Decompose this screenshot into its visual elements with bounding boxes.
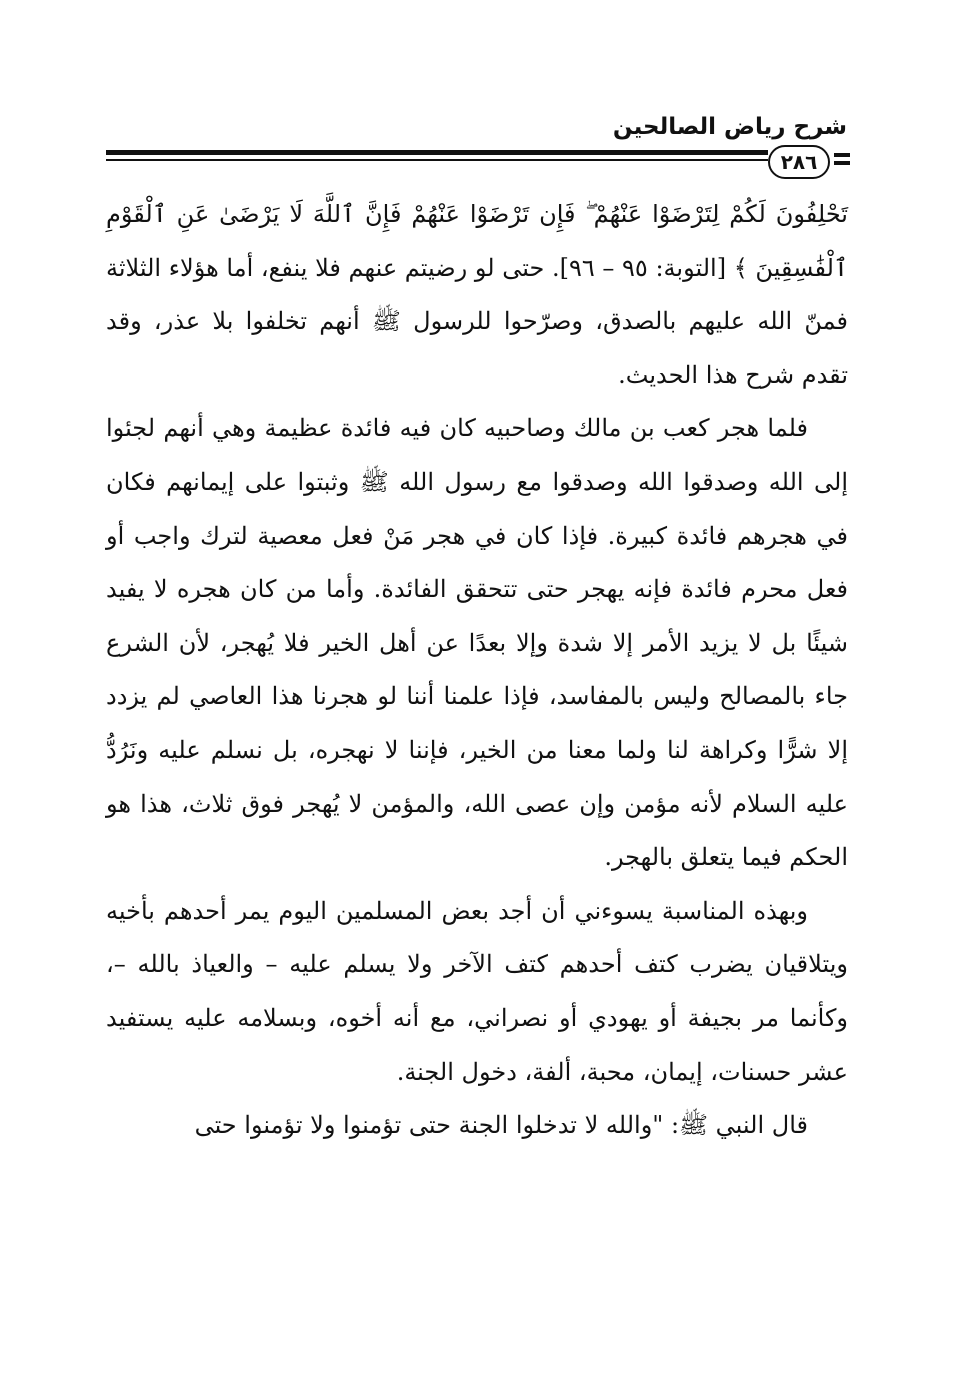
header-rule-thick xyxy=(106,150,768,155)
quran-verse: تَحْلِفُونَ لَكُمْ لِتَرْضَوْا عَنْهُمْ ۖ فَإِن تَرْضَوْا عَنْهُمْ فَإِنَّ ٱللَّهَ لَا يَرْضَىٰ عَنِ ٱلْقَوْمِ ٱلْفَٰسِقِينَ xyxy=(106,200,848,282)
page-number-ornament-top xyxy=(834,153,850,157)
page-number: ٢٨٦ xyxy=(780,150,818,174)
paragraph-4: قال النبي ﷺ: "والله لا تدخلوا الجنة حتى تؤمنوا ولا تؤمنوا حتى xyxy=(194,1111,808,1140)
page-number-badge xyxy=(768,145,830,179)
body-text xyxy=(106,188,848,1153)
header-rule-thin xyxy=(106,159,768,161)
page-number-ornament-bottom xyxy=(834,161,850,165)
paragraph-1 xyxy=(106,188,848,402)
paragraph-text: ﴾ [التوبة: ٩٥ – ٩٦]. حتى لو رضيتم عنهم فلا ينفع، أما هؤلاء الثلاثة فمنّ الله عليهم بالصدق، وصرّحوا للرسول ﷺ أنهم تخلفوا بلا عذر، وقد تقدم شرح هذا الحديث. xyxy=(106,253,848,389)
paragraph-2: فلما هجر كعب بن مالك وصاحبيه كان فيه فائدة عظيمة وهي أنهم لجئوا إلى الله وصدقوا الله وصدقوا مع رسول الله ﷺ وثبتوا على إيمانهم فكان في هجرهم فائدة كبيرة. فإذا كان في هجر مَنْ فعل معصية لترك واجب أو فعل محرم فائدة فإنه يهجر حتى تتحقق الفائدة. وأما من كان هجره لا يفيد شيئًا بل لا يزيد الأمر إلا شدة وإلا بعدًا عن أهل الخير فلا يُهجر، لأن الشرع جاء بالمصالح وليس بالمفاسد، فإذا علمنا أننا لو هجرنا هذا العاصي لم يزدد إلا شرًّا وكراهة لنا ولما معنا من الخير، فإننا لا نهجره، بل نسلم عليه ونَرُدُّ عليه السلام لأنه مؤمن وإن عصى الله، والمؤمن لا يُهجر فوق ثلاث، هذا هو الحكم فيما يتعلق بالهجر. xyxy=(106,414,848,872)
book-title: شرح رياض الصالحين xyxy=(612,114,847,140)
paragraph-3: وبهذه المناسبة يسوءني أن أجد بعض المسلمين اليوم يمر أحدهم بأخيه ويتلاقيان يضرب كتف أحدهم كتف الآخر ولا يسلم عليه – والعياذ بالله –، وكأنما مر بجيفة أو يهودي أو نصراني، مع أنه أخوه، وبسلامه عليه يستفيد عشر حسنات، إيمان، محبة، ألفة، دخول الجنة. xyxy=(106,896,848,1086)
